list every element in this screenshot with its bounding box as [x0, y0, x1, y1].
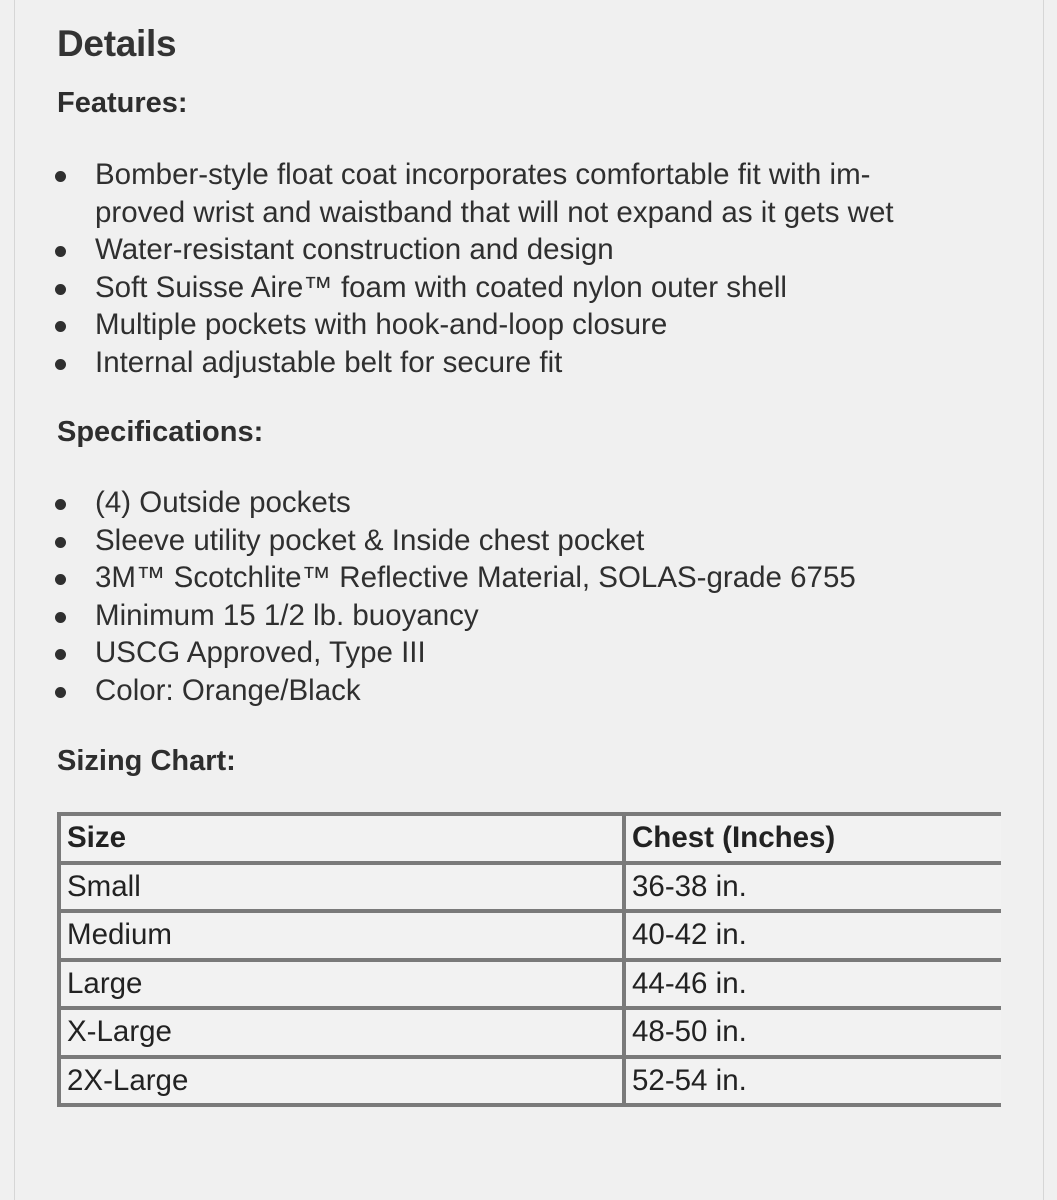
chest-cell: 44-46 in. [624, 960, 1001, 1009]
size-cell: 2X-Large [59, 1057, 624, 1106]
spec-text: (4) Outside pockets [95, 486, 351, 519]
feature-text: Soft Suisse Aire™ foam with coated nylon outer shell [95, 270, 787, 304]
bullet-icon [55, 359, 66, 370]
list-item [51, 156, 894, 231]
list-item [51, 522, 856, 560]
chest-cell: 48-50 in. [624, 1008, 1001, 1057]
list-item [51, 672, 856, 710]
table-row [59, 960, 1001, 1009]
list-item [51, 484, 856, 522]
table-row [59, 1008, 1001, 1057]
bullet-icon [55, 246, 66, 257]
table-row [59, 1057, 1001, 1106]
bullet-icon [55, 321, 66, 332]
feature-text: Internal adjustable belt for secure fit [95, 345, 563, 379]
spec-text: USCG Approved, Type III [95, 636, 426, 670]
list-item [51, 306, 894, 344]
feature-text: Multiple pockets with hook-and-loop closure [95, 308, 668, 342]
list-item [51, 269, 894, 307]
specifications-list [51, 484, 856, 710]
chest-cell: 36-38 in. [624, 863, 1001, 912]
spec-text: Sleeve utility pocket & Inside chest pocket [95, 523, 645, 557]
table-row [59, 863, 1001, 912]
bullet-icon [55, 171, 66, 182]
spec-text: 3M™ Scotchlite™ Reflective Material, SOLAS-grade 6755 [95, 561, 856, 595]
bullet-icon [55, 649, 66, 660]
page-title: Details [57, 23, 177, 64]
spec-text: Color: Orange/Black [95, 673, 361, 707]
bullet-icon [55, 574, 66, 585]
feature-text: Bomber-style float coat incorporates comfortable fit with im- proved wrist and waistband that will not expand as it gets wet [95, 158, 894, 229]
sizing-chart-heading: Sizing Chart: [57, 745, 236, 777]
sizing-table [57, 812, 1001, 1107]
specifications-heading: Specifications: [57, 416, 264, 448]
bullet-icon [55, 612, 66, 623]
feature-text: Water-resistant construction and design [95, 233, 614, 267]
size-cell: Medium [59, 911, 624, 960]
bullet-icon [55, 687, 66, 698]
list-item [51, 634, 856, 672]
size-cell: Small [59, 863, 624, 912]
features-list [51, 156, 894, 382]
bullet-icon [55, 537, 66, 548]
column-header-chest: Chest (Inches) [624, 814, 1001, 863]
bullet-icon [55, 284, 66, 295]
list-item [51, 231, 894, 269]
column-header-size: Size [59, 814, 624, 863]
table-row [59, 911, 1001, 960]
spec-text: Minimum 15 1/2 lb. buoyancy [95, 598, 479, 632]
bullet-icon [55, 499, 66, 510]
chest-cell: 40-42 in. [624, 911, 1001, 960]
features-heading: Features: [57, 87, 188, 119]
table-header-row [59, 814, 1001, 863]
details-panel [14, 0, 1044, 1200]
chest-cell: 52-54 in. [624, 1057, 1001, 1106]
list-item [51, 559, 856, 597]
list-item [51, 344, 894, 382]
size-cell: Large [59, 960, 624, 1009]
size-cell: X-Large [59, 1008, 624, 1057]
list-item [51, 597, 856, 635]
